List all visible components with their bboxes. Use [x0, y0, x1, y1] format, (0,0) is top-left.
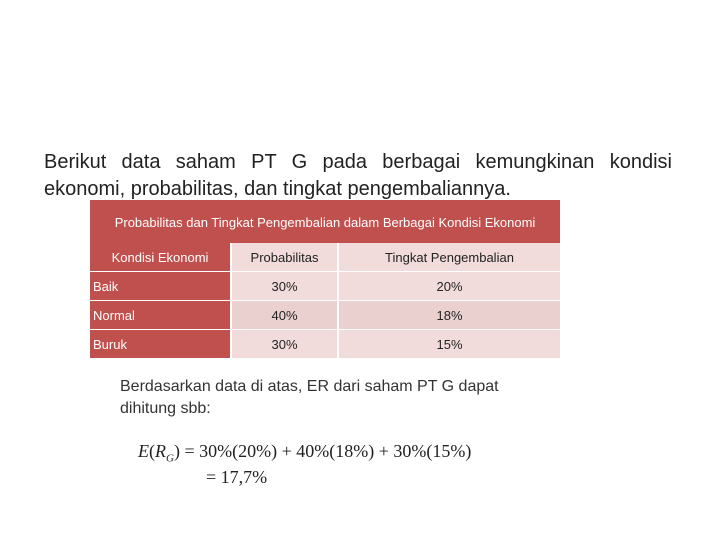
formula-subscript: G — [166, 452, 174, 465]
return-table — [90, 200, 560, 358]
formula-result: = 17,7% — [206, 466, 268, 487]
row-pengembalian: 20% — [338, 272, 560, 301]
row-pengembalian: 15% — [338, 330, 560, 359]
row-kondisi: Buruk — [90, 330, 231, 359]
row-kondisi: Normal — [90, 301, 231, 330]
formula-rhs: = 30%(20%) + 40%(18%) + 30%(15%) — [184, 441, 472, 461]
header-pengembalian: Tingkat Pengembalian — [338, 243, 560, 272]
intro-paragraph: Berikut data saham PT G pada berbagai kemungkinan kondisi ekonomi, probabilitas, dan tingkat pengembaliannya. — [44, 151, 672, 200]
table-row — [90, 272, 560, 301]
calculation-intro: Berdasarkan data di atas, ER dari saham PT G dapat dihitung sbb: — [120, 378, 499, 417]
header-kondisi: Kondisi Ekonomi — [90, 243, 231, 272]
formula-e: E — [138, 441, 149, 461]
row-probabilitas: 40% — [231, 301, 338, 330]
row-probabilitas: 30% — [231, 272, 338, 301]
table-row — [90, 330, 560, 359]
return-table-grid — [90, 200, 560, 358]
header-probabilitas: Probabilitas — [231, 243, 338, 272]
table-row — [90, 301, 560, 330]
formula-line-1: $E(R_G) = 30\%(20\%) + 40\%(18\%) + 30\%(15\%)$ — [138, 441, 472, 465]
expected-return-formula — [138, 441, 471, 488]
row-probabilitas: 30% — [231, 330, 338, 359]
row-kondisi: Baik — [90, 272, 231, 301]
table-header-row — [90, 243, 560, 272]
table-title: Probabilitas dan Tingkat Pengembalian dalam Berbagai Kondisi Ekonomi — [90, 200, 560, 243]
formula-r: R — [155, 441, 166, 461]
row-pengembalian: 18% — [338, 301, 560, 330]
